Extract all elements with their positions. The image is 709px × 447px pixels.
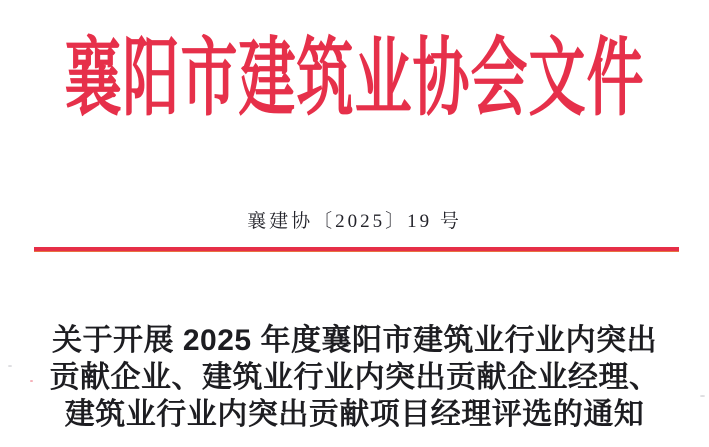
scan-artifact — [8, 365, 12, 367]
subject-line-2: 贡献企业、建筑业行业内突出贡献企业经理、 — [49, 361, 660, 394]
document-reference-number: 襄建协〔2025〕19 号 — [247, 211, 462, 232]
scan-artifact — [30, 380, 33, 382]
masthead-title: 襄阳市建筑业协会文件 — [64, 32, 645, 127]
red-divider-rule — [34, 247, 679, 252]
subject-line-1: 关于开展 2025 年度襄阳市建筑业行业内突出 — [52, 324, 657, 357]
subject-line-3: 建筑业行业内突出贡献项目经理评选的通知 — [64, 398, 645, 431]
notice-subject — [0, 322, 709, 433]
scan-artifact — [700, 395, 705, 397]
